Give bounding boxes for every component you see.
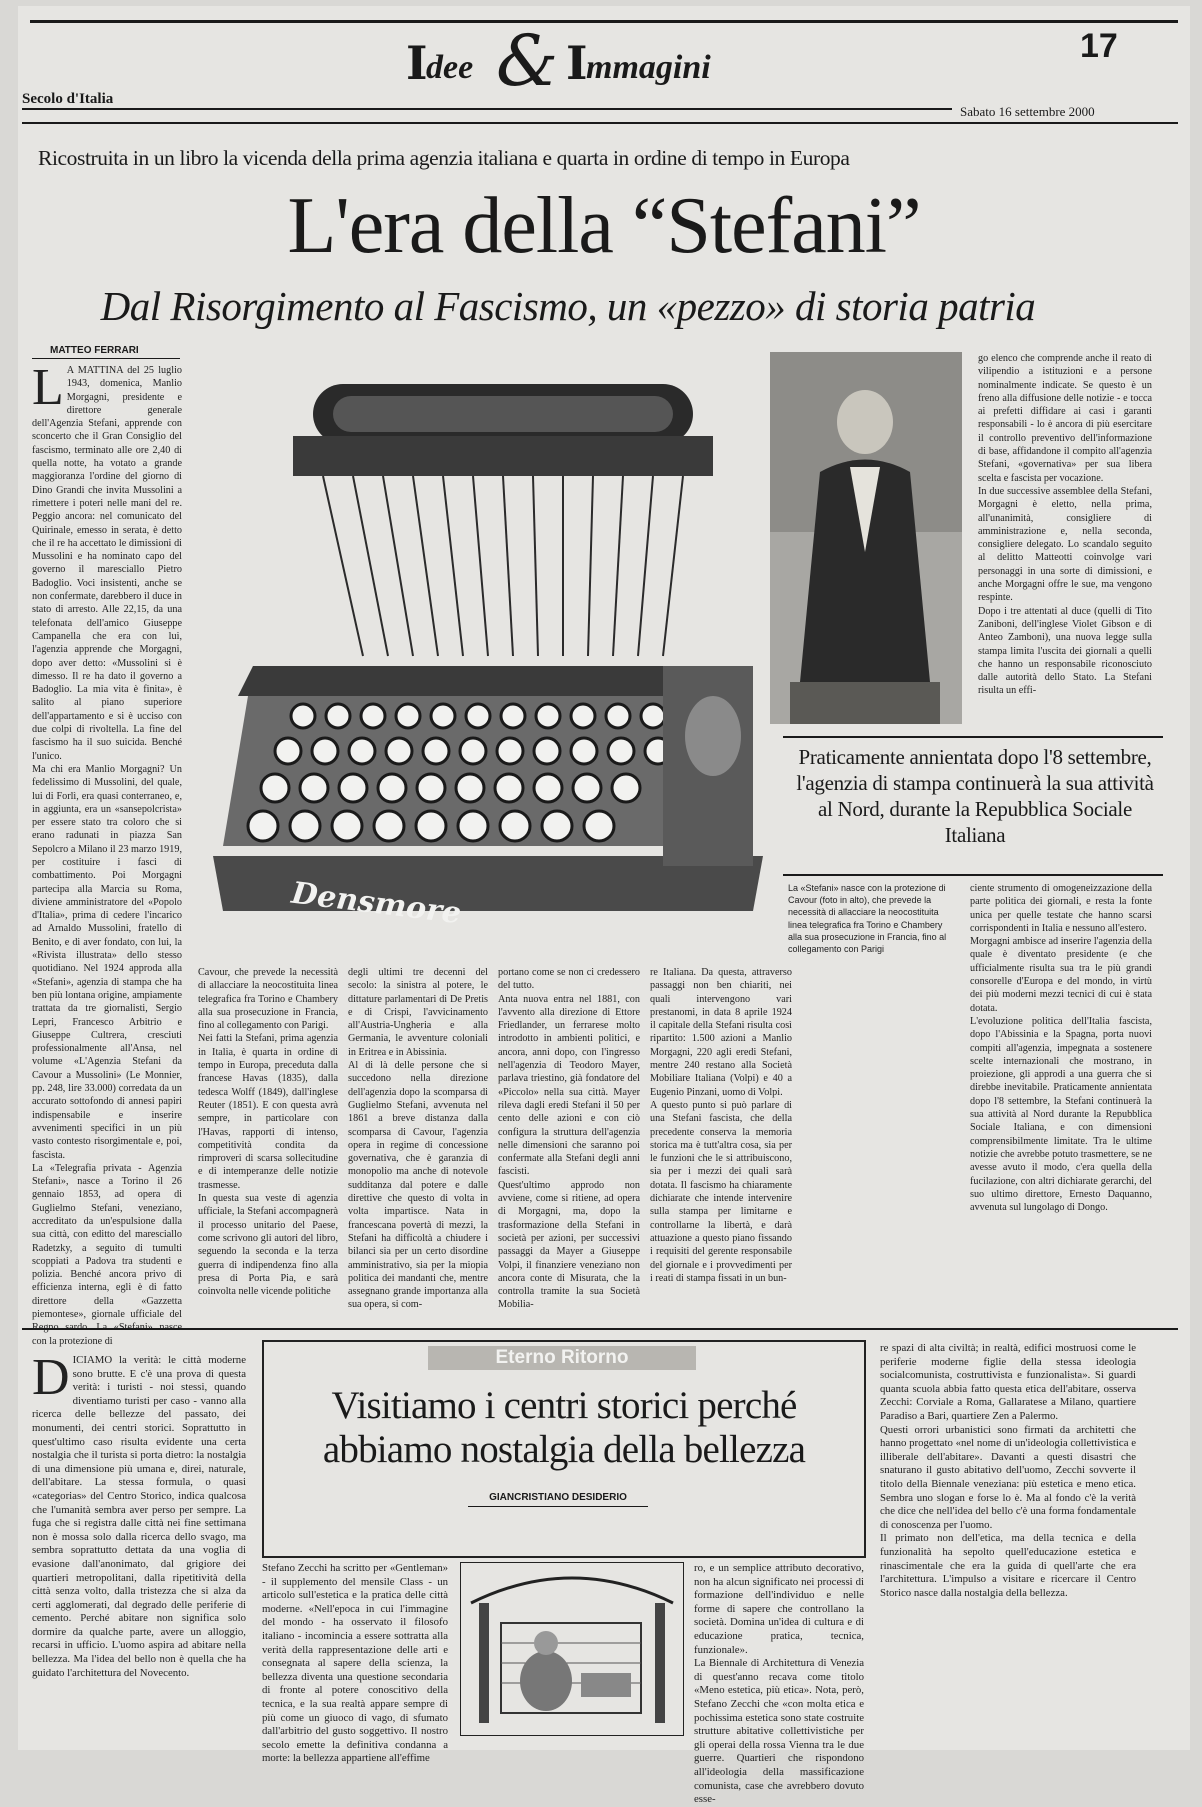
eterno-column-1-text: ICIAMO la verità: le città moderne sono brutte. E c'è una prova di questa verità: i turisti - noi stessi, quando diventiamo turisti per caso - vanno alla ricerca delle bellezze del passato, dei monumenti, dei centri storici. Soprattutto in quest'ultimo caso risulta evidente una certa nostalgia che il turista si porta dietro: la nostalgia di una dimensione più umana e, direi, naturale, dell'abitare. La stessa formula, o quasi «categorias» del Centro Storico, indica qualcosa che l'umanità sembra aver perso per sempre. La fuga che si registra dalle città nei fine settimana non è mossa solo dalla ricerca dello svago, ma sembra soprattutto dettata da una voglia di evasione dall'anonimato, dal grigiore dei quartieri metropolitani, dalla ripetitività della città senza volto, dalla tristezza che si alza da certi agglomerati, dal degrado delle periferie di cemento. Perché abitare non significa solo dormire da qualche parte, avere un alloggio, recarsi in ufficio. L'uomo aspira ad abitare nella bellezza. Ma l'idea del bello non è quella che ha guidato l'architettura del Novecento. — [32, 1354, 246, 1679]
article-separator — [22, 1328, 1178, 1330]
article-column-3: degli ultimi tre decenni del secolo: la sinistra al potere, le dittature parlamentari di De Pretis e di Crispi, l'avvicinamento all'Austria-Ungheria e alla Germania, le avventure coloniali in Eritrea e in Abissinia. Al di là delle persone che si succedono nella direzione dell'agenzia dopo la scomparsa di Guglielmo Stefani, avvenuta nel 1861 a breve distanza dalla scomparsa di Cavour, l'agenzia opera in regime di concessione governativa, che è garanzia di monopolio ma anche di notevole sudditanza dal potere e dalle direttive che questo di volta in volta impartisce. Nata in francescana povertà di mezzi, la Stefani ha difficoltà a chiudere i bilanci sia per un certo disordine amministrativo, sia per la miopia politica dei mandanti che, mentre assegnano grande importanza alla sua opera, si com- — [348, 967, 488, 1311]
eterno-author-rule — [468, 1506, 648, 1507]
eterno-illustration — [460, 1562, 684, 1736]
section-letter-i-2: I — [566, 36, 588, 90]
article-kicker: Ricostruita in un libro la vicenda della prima agenzia italiana e quarta in ordine di tempo in Europa — [38, 146, 850, 170]
top-rule — [30, 20, 1178, 23]
article-right-column: go elenco che comprende anche il reato di vilipendio a istituzioni e a persone nominalmente indicate. Se questo è un freno alla diffusione delle notizie - e tocca ai prefetti diffidare ai casi i garanti responsabili - lo è ancora di più esercitare il controllo preventivo dell'informazione di base, affidandone il compito all'agenzia Stefani, «governativa» per sua libera scelta e fascista per vocazione. In due successive assemblee della Stefani, Morgagni è eletto, nella prima, all'unanimità, consigliere di amministrazione e, nella seconda, consigliere delegato. Lo scandalo seguito al delitto Matteotti coinvolge vari personaggi in una sorte di dimissioni, e anche Morgagni offre le sue, ma vengono respinte. Dopo i tre attentati al duce (quelli di Tito Zaniboni, dell'inglese Violet Gibson e di Anteo Zamboni), una nuova legge sulla stampa limita l'uscita dei giornali a quelli che hanno un responsabile riconosciuto dalle autorità dello Stato. La Stefani risulta un effi- — [978, 353, 1152, 697]
header-rule-bottom — [22, 122, 1178, 124]
eterno-column-4: re spazi di alta civiltà; in realtà, edifici mostruosi come le periferie moderne figlie della stessa ideologia socialcomunista, costruttivista e funzionalista». Si guardi quanta scuola abbia fatto questa etica dell'abitare, osserva Zecchi: Corviale a Roma, Gallaratese a Milano, quartiere Paradiso a Bari, quartiere Zen a Palermo. Questi orrori urbanistici sono firmati da architetti che hanno progettato «nel nome di un'ideologia collettivistica e illiberale dell'abitare». Davanti a questi disastri che snaturano il gusto abitativo dell'uomo, Zecchi sovverte il titolo della Biennale veneziana: più estetica e meno etica. Sembra uno slogan e forse lo è. Ma al fondo c'è la verità che dice che nell'idea del bello c'è una forma fondamentale di conoscenza per l'uomo. Il primato non dell'etica, ma della tecnica e della funzionalità ha sepolto quell'educazione estetica e rinascimentale che era la guida di quell'arte che era l'architettura. L'impulso a visitare e ricercare il Centro Storico nasce dalla nostalgia della bellezza. — [880, 1342, 1136, 1599]
article-title: L'era della “Stefani” — [287, 182, 921, 270]
photo-caption: La «Stefani» nasce con la protezione di Cavour (foto in alto), che prevede la necessità di allacciare la neocostituita linea telegrafica fra Torino e Chambery alla sua prosecuzione in Francia, fino al collegamento con Parigi — [788, 883, 947, 955]
section-ampersand: & — [496, 20, 559, 102]
article-column-5: re Italiana. Da questa, attraverso passaggi non ben chiariti, nei quali intervengono vari prestanomi, in data 8 aprile 1924 il capitale della Stefani risulta così ripartito: 1.500 azioni a Manlio Morgagni, 220 agli eredi Stefani, mentre 240 restano alla Società Mobiliare Italiana (Volpi) e 40 a Eugenio Pinzani, uomo di Volpi. A questo punto si può parlare di una Stefani fascista, che della precedente conserva la memoria storica ma è tutt'altra cosa, sia per le funzioni che le si attribuiscono, sia per i mezzi dei quali sarà dotata. Il fascismo ha chiaramente dichiarate che intende intervenire sulla stampa per limitarne e controllarne la libertà, e darà attuazione a questo piano fissando i requisiti del gerente responsabile del giornale e i provvedimenti per i reati di stampa fissati in un bun- — [650, 967, 792, 1284]
newspaper-page — [18, 6, 1190, 1806]
typewriter-drawing — [193, 366, 783, 956]
pullquote-rule-top — [783, 736, 1163, 738]
eterno-column-2: Stefano Zecchi ha scritto per «Gentleman» - il supplemento del mensile Class - un articolo sull'estetica e la pratica delle città moderne. «Nell'epoca in cui l'immagine del mondo - ha osservato il filosofo italiano - incomincia a essere sottratta alla verità della rappresentazione delle arti e consegnata al sapere della scienza, la bellezza diventa una questione secondaria di fronte al potere conoscitivo della tecnica, e la sua realtà appare sempre di più come un giuoco di vago, di sfumato dall'arbitrio del gusto soggettivo. Il nostro secolo emette la definitiva condanna a morte: la bellezza appartiene all'effime — [262, 1562, 448, 1765]
section-letter-i-1: I — [406, 36, 428, 90]
issue-date: Sabato 16 settembre 2000 — [960, 104, 1095, 119]
eterno-title-line-2: abbiamo nostalgia della bellezza — [322, 1428, 806, 1471]
article-column-6: ciente strumento di omogeneizzazione della parte politica dei giornali, e resta la fonte unica per quelle testate che hanno scarsi corrispondenti in Italia e nessuno all'estero. Morgagni ambisce ad inserire l'agenzia della quale è diventato presidente (e che ufficialmente risulta sua tra le più grandi consorelle d'Europa e del mondo, in virtù dei più moderni mezzi tecnici di cui è stata dotata. L'evoluzione politica dell'Italia fascista, dopo l'Abissinia e la Spagna, porta nuovi compiti all'agenzia, impegnata a sostenere scelte internazionali che mostrano, in proiezione, gli approdi a una guerra che si direbbe inevitabile. Praticamente annientata dopo l'8 settembre, la Stefani continuerà la sua attività al Nord durante la Repubblica Sociale Italiana, e con dimensioni comprensibilmente limitate. Tra le ultime notizie che avrebbe potuto trasmettere, se ne avesse avuto il modo, c'era quella della fucilazione, con altri dichiarate gerarchi, del suo ultimo direttore, Ernesto Daquanno, avvenuta sul lungolago di Dongo. — [970, 883, 1152, 1214]
article-author: MATTEO FERRARI — [50, 345, 139, 356]
typewriter-brand: Densmore — [289, 875, 463, 932]
header-rule-left — [22, 108, 952, 110]
eterno-column-1 — [32, 1349, 246, 1744]
eterno-rubric: Eterno Ritorno — [428, 1346, 696, 1370]
section-header — [378, 20, 798, 102]
pullquote-rule-bottom — [783, 874, 1163, 876]
eterno-author: GIANCRISTIANO DESIDERIO — [489, 1492, 627, 1503]
typewriter-illustration — [193, 366, 783, 956]
article-column-2: Cavour, che prevede la necessità di allacciare la neocostituita linea telegrafica fra Torino e Chambery alla sua prosecuzione in Francia, fino al collegamento con Parigi. Nei fatti la Stefani, prima agenzia in Italia, è quarta in ordine di tempo in Europa, preceduta dalla francese Havas (1835), dalla tedesca Wolff (1849), dall'inglese Reuter (1851). E con questa avrà sempre, in particolare con l'Havas, rapporti di intenso, competitività condita da rimproveri di scarsa sollecitudine e di intemperanze delle notizie trasmesse. In questa sua veste di agenzia ufficiale, la Stefani accompagnerà il processo unitario del Paese, come scrivono gli autori del libro, seguendo la seconda e la terza guerra di indipendenza fino alla presa di Porta Pia, e sarà coinvolta nelle vicende politiche — [198, 967, 338, 1298]
article-column-1 — [32, 359, 182, 1454]
section-word-dee: dee — [426, 49, 474, 86]
newspaper-name: Secolo d'Italia — [22, 91, 114, 107]
eterno-title-line-1: Visitiamo i centri storici perché — [331, 1384, 797, 1427]
article-column-1-text: A MATTINA del 25 luglio 1943, domenica, Manlio Morgagni, presidente e direttore generale dell'Agenzia Stefani, apprende con sconcerto che il Gran Consiglio del fascismo, terminato alle ore 2,40 di quella notte, ha votato a grande maggioranza l'ordine del giorno di Dino Grandi che invita Mussolini a rimettere i poteri nelle mani del re. Peggio ancora: nel comunicato del Quirinale, emesso in serata, è detto che il re ha accettato le dimissioni di Mussolini e ha nominato capo del governo il maresciallo Pietro Badoglio. Voci insistenti, anche se non confermate, darebbero il duce in stato di arresto. Alle 22,15, da una telefonata dell'amico Giuseppe Campanella che era con lui, l'agenzia apprende che Morgagni, dopo aver detto: «Mussolini si è dimesso. Il re ha dato il governo a Badoglio. La mia vita è finita», è salito al piano superiore dell'appartamento e si è ucciso con due colpi di rivoltella. La fine del fascismo ha il suo suicida. Benché l'unico. Ma chi era Manlio Morgagni? Un fedelissimo di Mussolini, del quale, lui di Forlì, era quasi conterraneo, e, in aggiunta, era un «sansepolcrista» per essere stato tra coloro che si erano radunati in piazza San Sepolcro a Milano il 23 marzo 1919, per costituire i fasci di combattimento. Poi Morgagni partecipa alla Marcia su Roma, diviene amministratore del «Popolo d'Italia», prima di cedere l'incarico ad Arnaldo Mussolini, fratello di Benito, e di aver fondato, con lui, la «Rivista illustrata» dello stesso quotidiano. Nel 1924 approda alla «Stefani», agenzia di stampa che ha ben più lontana origine, ampiamente trattata da tre giornalisti, Sergio Lepri, Francesco Arbitrio e Giuseppe Cultrera, cresciuti professionalmente all'Ansa, nel volume «L'Agenzia Stefani da Cavour a Mussolini» (Le Monnier, pp. 248, lire 33.000) corredata da un accurato sottofondo di annesi papiri indispensabile e inserire avvenimenti specifici in un più vasto contesto risorgimentale e, poi, fascista. La «Telegrafia privata - Agenzia Stefani», nasce a Torino il 26 gennaio 1853, ad opera di Guglielmo Stefani, veneziano, accreditato da un'espulsione dalla sua città, con editto del maresciallo Radetzky, a seguito di tumulti scoppiati a Padova tra studenti e polizia. Benché ancora privo di efficienza interna, egli è di fatto direttore della «Gazzetta piemontese», giornale ufficiale del con la protezione di — [32, 365, 182, 1347]
article-subtitle: Dal Risorgimento al Fascismo, un «pezzo» di storia patria — [100, 283, 1036, 329]
section-word-mmagini: mmagini — [586, 49, 711, 86]
eterno-dropcap: D — [32, 1349, 70, 1406]
page-number: 17 — [1080, 27, 1118, 65]
engraving-drawing — [461, 1563, 683, 1735]
cavour-portrait-photo — [770, 352, 962, 724]
article-dropcap: L — [32, 359, 64, 416]
article-column-4: portano come se non ci credessero del tutto. Anta nuova entra nel 1881, con l'avvento alla direzione di Ettore Friedlander, un ferrarese molto introdotto in ambienti politici, e ancora, anni dopo, con l'ingresso nell'agenzia di Teodoro Mayer, parlava triestino, già fondatore del «Piccolo» nella sua città. Mayer rileva dagli eredi Stefani il 50 per cento delle azioni e con ciò configura la struttura dell'agenzia nelle dimensioni che saranno poi confermate alla Stefani degli anni fascisti. Quest'ultimo approdo non avviene, come si ritiene, ad opera di Morgagni, ma, dopo la trasformazione della Stefani in società per azioni, per successivi passaggi da Mayer a Giuseppe Volpi, il finanziere veneziano non ancora conte di Misurata, che la controlla tramite la sua Società Mobilia- — [498, 967, 640, 1311]
portrait-figure — [770, 352, 962, 724]
article-pullquote: Praticamente annientata dopo l'8 settembre, l'agenzia di stampa continuerà la sua attività al Nord, durante la Repubblica Sociale Italiana — [796, 745, 1154, 847]
eterno-column-3: ro, e un semplice attributo decorativo, non ha alcun significato nei processi di formazione dell'individuo e nelle forme di sapere che controllano la società. Domina un'idea di cultura e di educazione pratica, tecnica, funzionale». La Biennale di Architettura di Venezia di quest'anno recava come titolo «Meno estetica, più etica». Nota, però, Stefano Zecchi che «con molta etica e pochissima estetica sono state costruite strutture abitative collettivistiche per gli operai della rossa Vienna tra le due guerre. Quartieri che rispondono all'ideologia della massificazione comunista, case che avrebbero dovuto esse- — [694, 1562, 864, 1806]
